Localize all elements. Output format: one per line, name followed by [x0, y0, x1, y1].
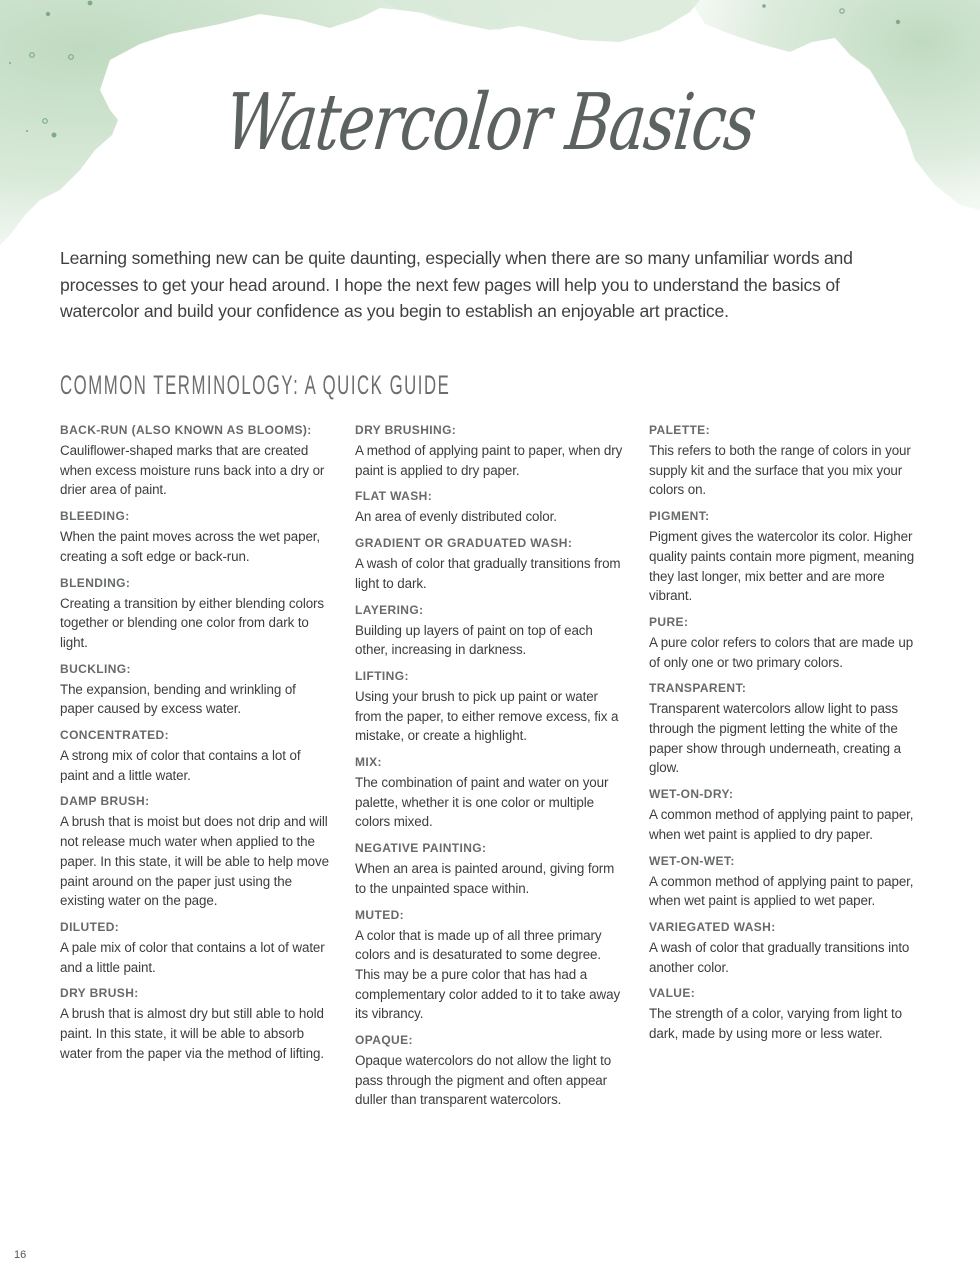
glossary-column-3 [649, 422, 919, 1052]
glossary-entry [60, 727, 330, 785]
glossary-term: MIX: [355, 755, 382, 770]
section-heading: COMMON TERMINOLOGY: A QUICK GUIDE [60, 370, 451, 400]
glossary-entry [649, 985, 919, 1043]
glossary-entry [355, 1032, 625, 1110]
glossary-entry [355, 535, 625, 593]
glossary-definition: A brush that is almost dry but still able to hold paint. In this state, it will be able to absorb water from the paper via the method of lifting. [60, 1006, 324, 1061]
glossary-definition: A brush that is moist but does not drip and will not release much water when applied to the paper. In this state, it will be able to help move paint around on the paper just using the existing water on the page. [60, 814, 329, 909]
glossary-term: CONCENTRATED: [60, 728, 169, 743]
glossary-definition: Creating a transition by either blending colors together or blending one color from dark to light. [60, 595, 325, 650]
intro-paragraph: Learning something new can be quite daunting, especially when there are so many unfamiliar words and processes to get your head around. I hope the next few pages will help you to understand the basics of watercolor and build your confidence as you begin to establish an enjoyable art practice. [60, 248, 853, 321]
glossary-definition: Using your brush to pick up paint or water from the paper, to either remove excess, fix a mistake, or create a highlight. [355, 688, 619, 744]
glossary-definition: The strength of a color, varying from light to dark, made by using more or less water. [649, 1006, 902, 1042]
glossary-entry [60, 575, 330, 653]
glossary-definition: When an area is painted around, giving form to the unpainted space within. [355, 861, 615, 896]
glossary-entry [60, 661, 330, 719]
page-title: Watercolor Basics [220, 78, 760, 168]
glossary-entry [649, 786, 919, 844]
glossary-entry [355, 907, 625, 1025]
glossary-term: BACK-RUN (ALSO KNOWN AS BLOOMS): [60, 423, 312, 437]
glossary-term: WET-ON-WET: [649, 853, 735, 868]
glossary-definition: Building up layers of paint on top of each other, increasing in darkness. [355, 622, 593, 658]
glossary-definition: A pale mix of color that contains a lot of water and a little paint. [60, 939, 325, 975]
glossary-definition: A pure color refers to colors that are made up of only one or two primary colors. [649, 634, 914, 670]
glossary-entry [355, 422, 625, 480]
glossary-term: DAMP BRUSH: [60, 794, 150, 809]
glossary-definition: A strong mix of color that contains a lot of paint and a little water. [60, 748, 301, 783]
glossary-definition: The combination of paint and water on your palette, whether it is one color or multiple colors mixed. [355, 775, 609, 830]
glossary-definition: This refers to both the range of colors in your supply kit and the surface that you mix your colors on. [649, 443, 911, 498]
glossary-term: PALETTE: [649, 423, 710, 437]
glossary-definition: A wash of color that gradually transitions into another color. [649, 939, 910, 975]
glossary-term: BUCKLING: [60, 661, 131, 676]
wash-top-middle [380, 0, 700, 42]
glossary-definition: A method of applying paint to paper, when dry paint is applied to dry paper. [355, 443, 623, 478]
glossary-definition: When the paint moves across the wet paper, creating a soft edge or back-run. [60, 529, 321, 564]
glossary-entry [355, 488, 625, 527]
glossary-term: WET-ON-DRY: [649, 787, 734, 802]
glossary-definition: A color that is made up of all three primary colors and is desaturated to some degree. This may be a pure color that has had a complementary color added to it to take away its vibrancy. [355, 927, 621, 1022]
glossary-entry [60, 919, 330, 977]
glossary-term: DRY BRUSHING: [355, 423, 457, 437]
glossary-definition: The expansion, bending and wrinkling of paper caused by excess water. [60, 681, 296, 717]
glossary-term: NEGATIVE PAINTING: [355, 841, 487, 856]
glossary-definition: Opaque watercolors do not allow the light to pass through the pigment and often appear duller than transparent watercolors. [355, 1053, 612, 1108]
glossary-column-1 [60, 422, 330, 1071]
page-number: 16 [14, 1249, 27, 1261]
glossary-term: DRY BRUSH: [60, 986, 139, 1001]
glossary-entry [355, 840, 625, 898]
glossary-entry [60, 985, 330, 1063]
glossary-term: VARIEGATED WASH: [649, 919, 776, 934]
glossary-term: TRANSPARENT: [649, 681, 747, 696]
glossary-entry [60, 422, 330, 500]
glossary-definition: A common method of applying paint to paper, when wet paint is applied to dry paper. [649, 807, 914, 842]
glossary-term: OPAQUE: [355, 1033, 413, 1048]
glossary-term: PIGMENT: [649, 509, 710, 524]
glossary-term: BLENDING: [60, 575, 131, 590]
glossary-entry [355, 602, 625, 660]
glossary-entry [649, 680, 919, 778]
glossary-entry [355, 754, 625, 832]
glossary-entry [649, 919, 919, 977]
glossary-term: PURE: [649, 614, 689, 629]
glossary-definition: Pigment gives the watercolor its color. Higher quality paints contain more pigment, meaning they last longer, mix better and are more vibrant. [649, 529, 915, 604]
glossary-term: GRADIENT OR GRADUATED WASH: [355, 536, 573, 551]
glossary-entry [60, 508, 330, 566]
glossary-entry [649, 508, 919, 606]
glossary-definition: Transparent watercolors allow light to pass through the pigment letting the white of the paper show through underneath, creating a glow. [649, 701, 901, 776]
glossary-definition: An area of evenly distributed color. [355, 509, 557, 525]
glossary-definition: A wash of color that gradually transitions from light to dark. [355, 556, 621, 591]
glossary-entry [649, 422, 919, 500]
glossary-term: FLAT WASH: [355, 489, 433, 504]
glossary-term: LIFTING: [355, 668, 409, 683]
glossary-definition: Cauliflower-shaped marks that are created when excess moisture runs back into a dry or drier area of paint. [60, 443, 325, 498]
glossary-term: BLEEDING: [60, 509, 130, 524]
glossary-term: LAYERING: [355, 602, 424, 617]
glossary-term: VALUE: [649, 986, 696, 1001]
glossary-definition: A common method of applying paint to paper, when wet paint is applied to wet paper. [649, 873, 914, 909]
glossary-entry [60, 793, 330, 911]
glossary-entry [355, 668, 625, 746]
glossary-column-2 [355, 422, 625, 1118]
glossary-entry [649, 614, 919, 672]
glossary-entry [649, 853, 919, 911]
glossary-term: DILUTED: [60, 919, 120, 934]
glossary-term: MUTED: [355, 907, 405, 922]
